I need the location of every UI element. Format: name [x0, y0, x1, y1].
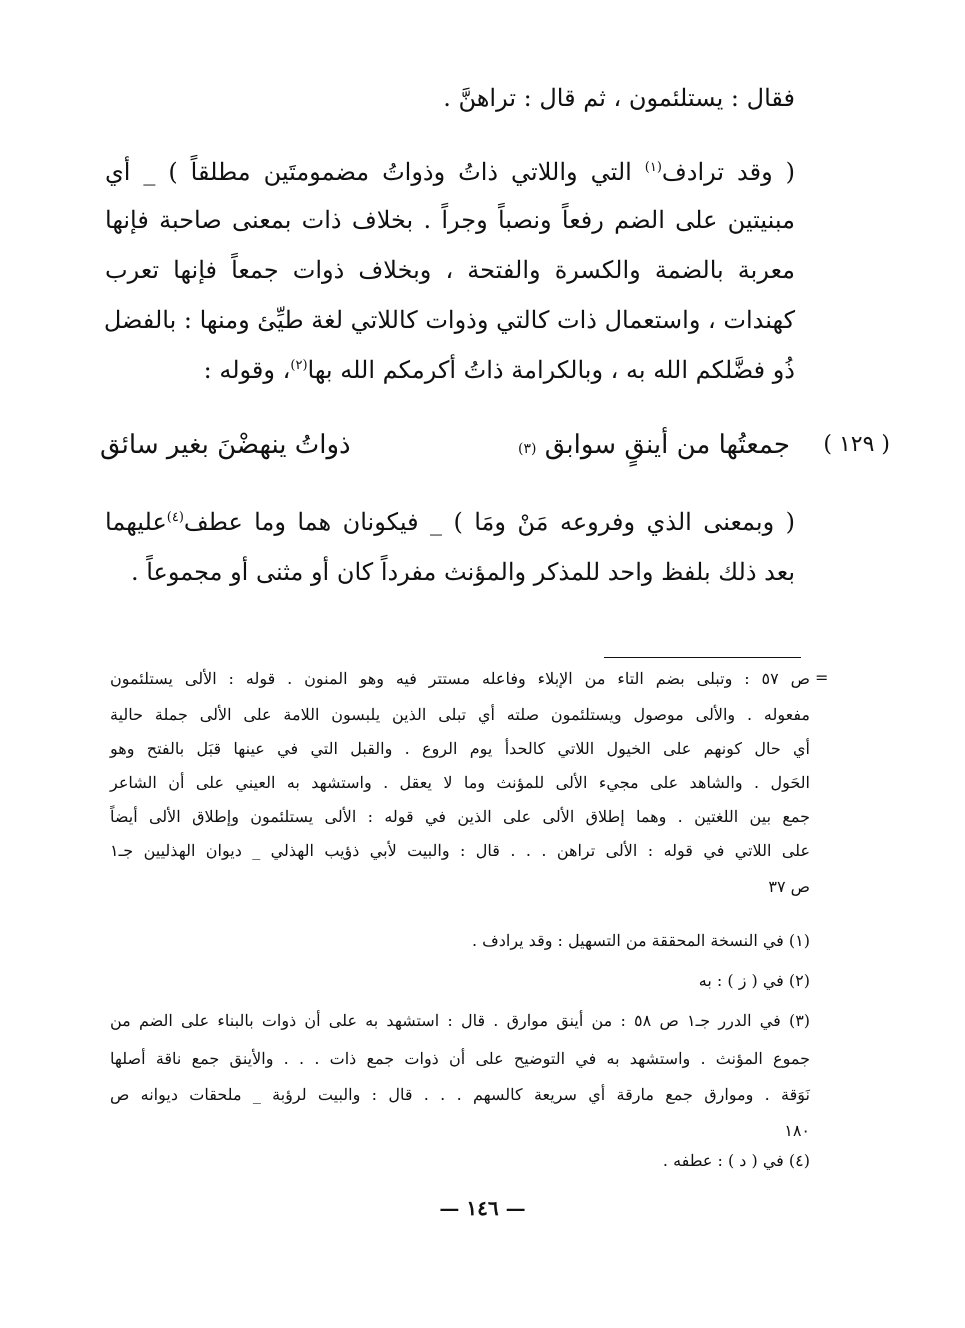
footnote-divider — [604, 657, 801, 658]
main-text-line-6-start: ذُو فضَّلكم الله به ، وبالكرامة ذاتُ أكرمكم الله بها — [307, 356, 795, 384]
footnote-1: (١) في النسخة المحققة من التسهيل : وقد يرادف . — [471, 931, 810, 950]
main-text-line-2-end: التي واللاتي ذاتُ وذواتُ مضمومتَين مطلقاً ) _ أي — [105, 158, 645, 186]
main-text-line-5: كهندات ، واستعمال ذات كالتي وذوات كاللاتي لغة طيِّئ ومنها : بالفضل — [103, 306, 795, 334]
footnote-3-line-4: ١٨٠ — [784, 1121, 810, 1140]
main-text-line-7 — [105, 500, 795, 544]
main-text-line-2 — [105, 150, 795, 194]
verse-hemistich-1 — [518, 430, 790, 460]
footnote-3-line-3: نَوَقة . وموارق جمع مارقة أي سريعة كالسهم . . . قال : والبيت لرؤبة _ ملحقات ديوانه ص — [110, 1085, 810, 1104]
footnote-cont-line-4: الحَول . والشاهد على مجيء الألى للمؤنث وما لا يعقل . واستشهد به العيني على أن الشاعر — [110, 773, 810, 792]
main-text-line-1: فقال : يستلئمون ، ثم قال : تراهنَّ . — [443, 84, 795, 112]
footnote-ref-1: (١) — [644, 160, 662, 175]
footnote-cont-line-3: أي حال كونهم على الخيول اللاتي كالحدأ يوم الروع . والقبل التي في عينها قبَل بالفتح وهو — [110, 739, 810, 758]
verse-hemistich-2: ذواتُ ينهضْنَ بغير سائق — [100, 430, 351, 460]
main-text-line-2-start: ( وقد ترادف — [661, 158, 795, 186]
verse-block — [100, 426, 890, 476]
main-text-line-6 — [105, 348, 795, 392]
footnote-3-line-1: (٣) في الدرر جـ١ ص ٥٨ : من أينق موارق . قال : استشهد به على أن ذوات بالبناء على الضم من — [110, 1011, 811, 1030]
main-text-line-7-end: عليهما — [105, 508, 167, 536]
footnote-continuation-mark: = — [815, 668, 829, 687]
footnote-cont-line-2: مفعوله . والألى موصول ويستلئمون صلته أي تبلى الذين يلبسون اللامة على الألى جملة حالية — [110, 705, 810, 724]
main-text-line-7-start: ( وبمعنى الذي وفروعه مَنْ ومَا ) _ فيكونان هما وما عطف — [183, 508, 795, 536]
footnote-cont-line-5: جمع بين اللغتين . وهما إطلاق الألى على الذين في قوله : الألى يستلئمون وإطلاق الألى أيضاً — [110, 807, 810, 826]
footnote-cont-line-7: ص ٣٧ — [768, 877, 810, 896]
footnote-cont-line-1: ص ٥٧ : وتبلى بضم التاء من الإبلاء وفاعله مستتر فيه وهو المنون . قوله : الألى يستلئمون — [110, 669, 810, 688]
main-text-line-8: بعد ذلك بلفظ واحد للمذكر والمؤنث مفرداً كان أو مثنى أو مجموعاً . — [130, 558, 795, 586]
main-text-line-4: معربة بالضمة والكسرة والفتحة ، وبخلاف ذوات جمعاً فإنها تعرب — [105, 256, 795, 284]
main-text-line-6-end: ، وقوله : — [203, 356, 291, 384]
main-text-line-3: مبنيتين على الضم رفعاً ونصباً وجراً . بخلاف ذات بمعنى صاحبة فإنها — [105, 206, 795, 234]
page-number: — ١٤٦ — — [439, 1196, 526, 1220]
footnote-ref-4: (٤) — [166, 510, 184, 525]
footnote-2: (٢) في ( ز ) : به — [698, 971, 810, 990]
verse-number: ( ١٢٩ ) — [823, 432, 890, 457]
footnote-ref-3: (٣) — [518, 441, 537, 457]
footnote-ref-2: (٢) — [290, 358, 308, 373]
footnote-cont-line-6: على اللاتي في قوله : الألى تراهن . . . قال : والبيت لأبي ذؤيب الهذلي _ ديوان الهذليين جـ١ — [110, 841, 810, 860]
footnote-3-line-2: جموع المؤنث . واستشهد به في التوضيح على أن ذوات جمع ذات . . . والأينق جمع ناقة أصلها — [110, 1049, 811, 1068]
footnote-4: (٤) في ( د ) : عطفه . — [662, 1151, 810, 1170]
verse-hemistich-1-text: جمعتُها من أينقٍ سوابق — [544, 430, 790, 460]
